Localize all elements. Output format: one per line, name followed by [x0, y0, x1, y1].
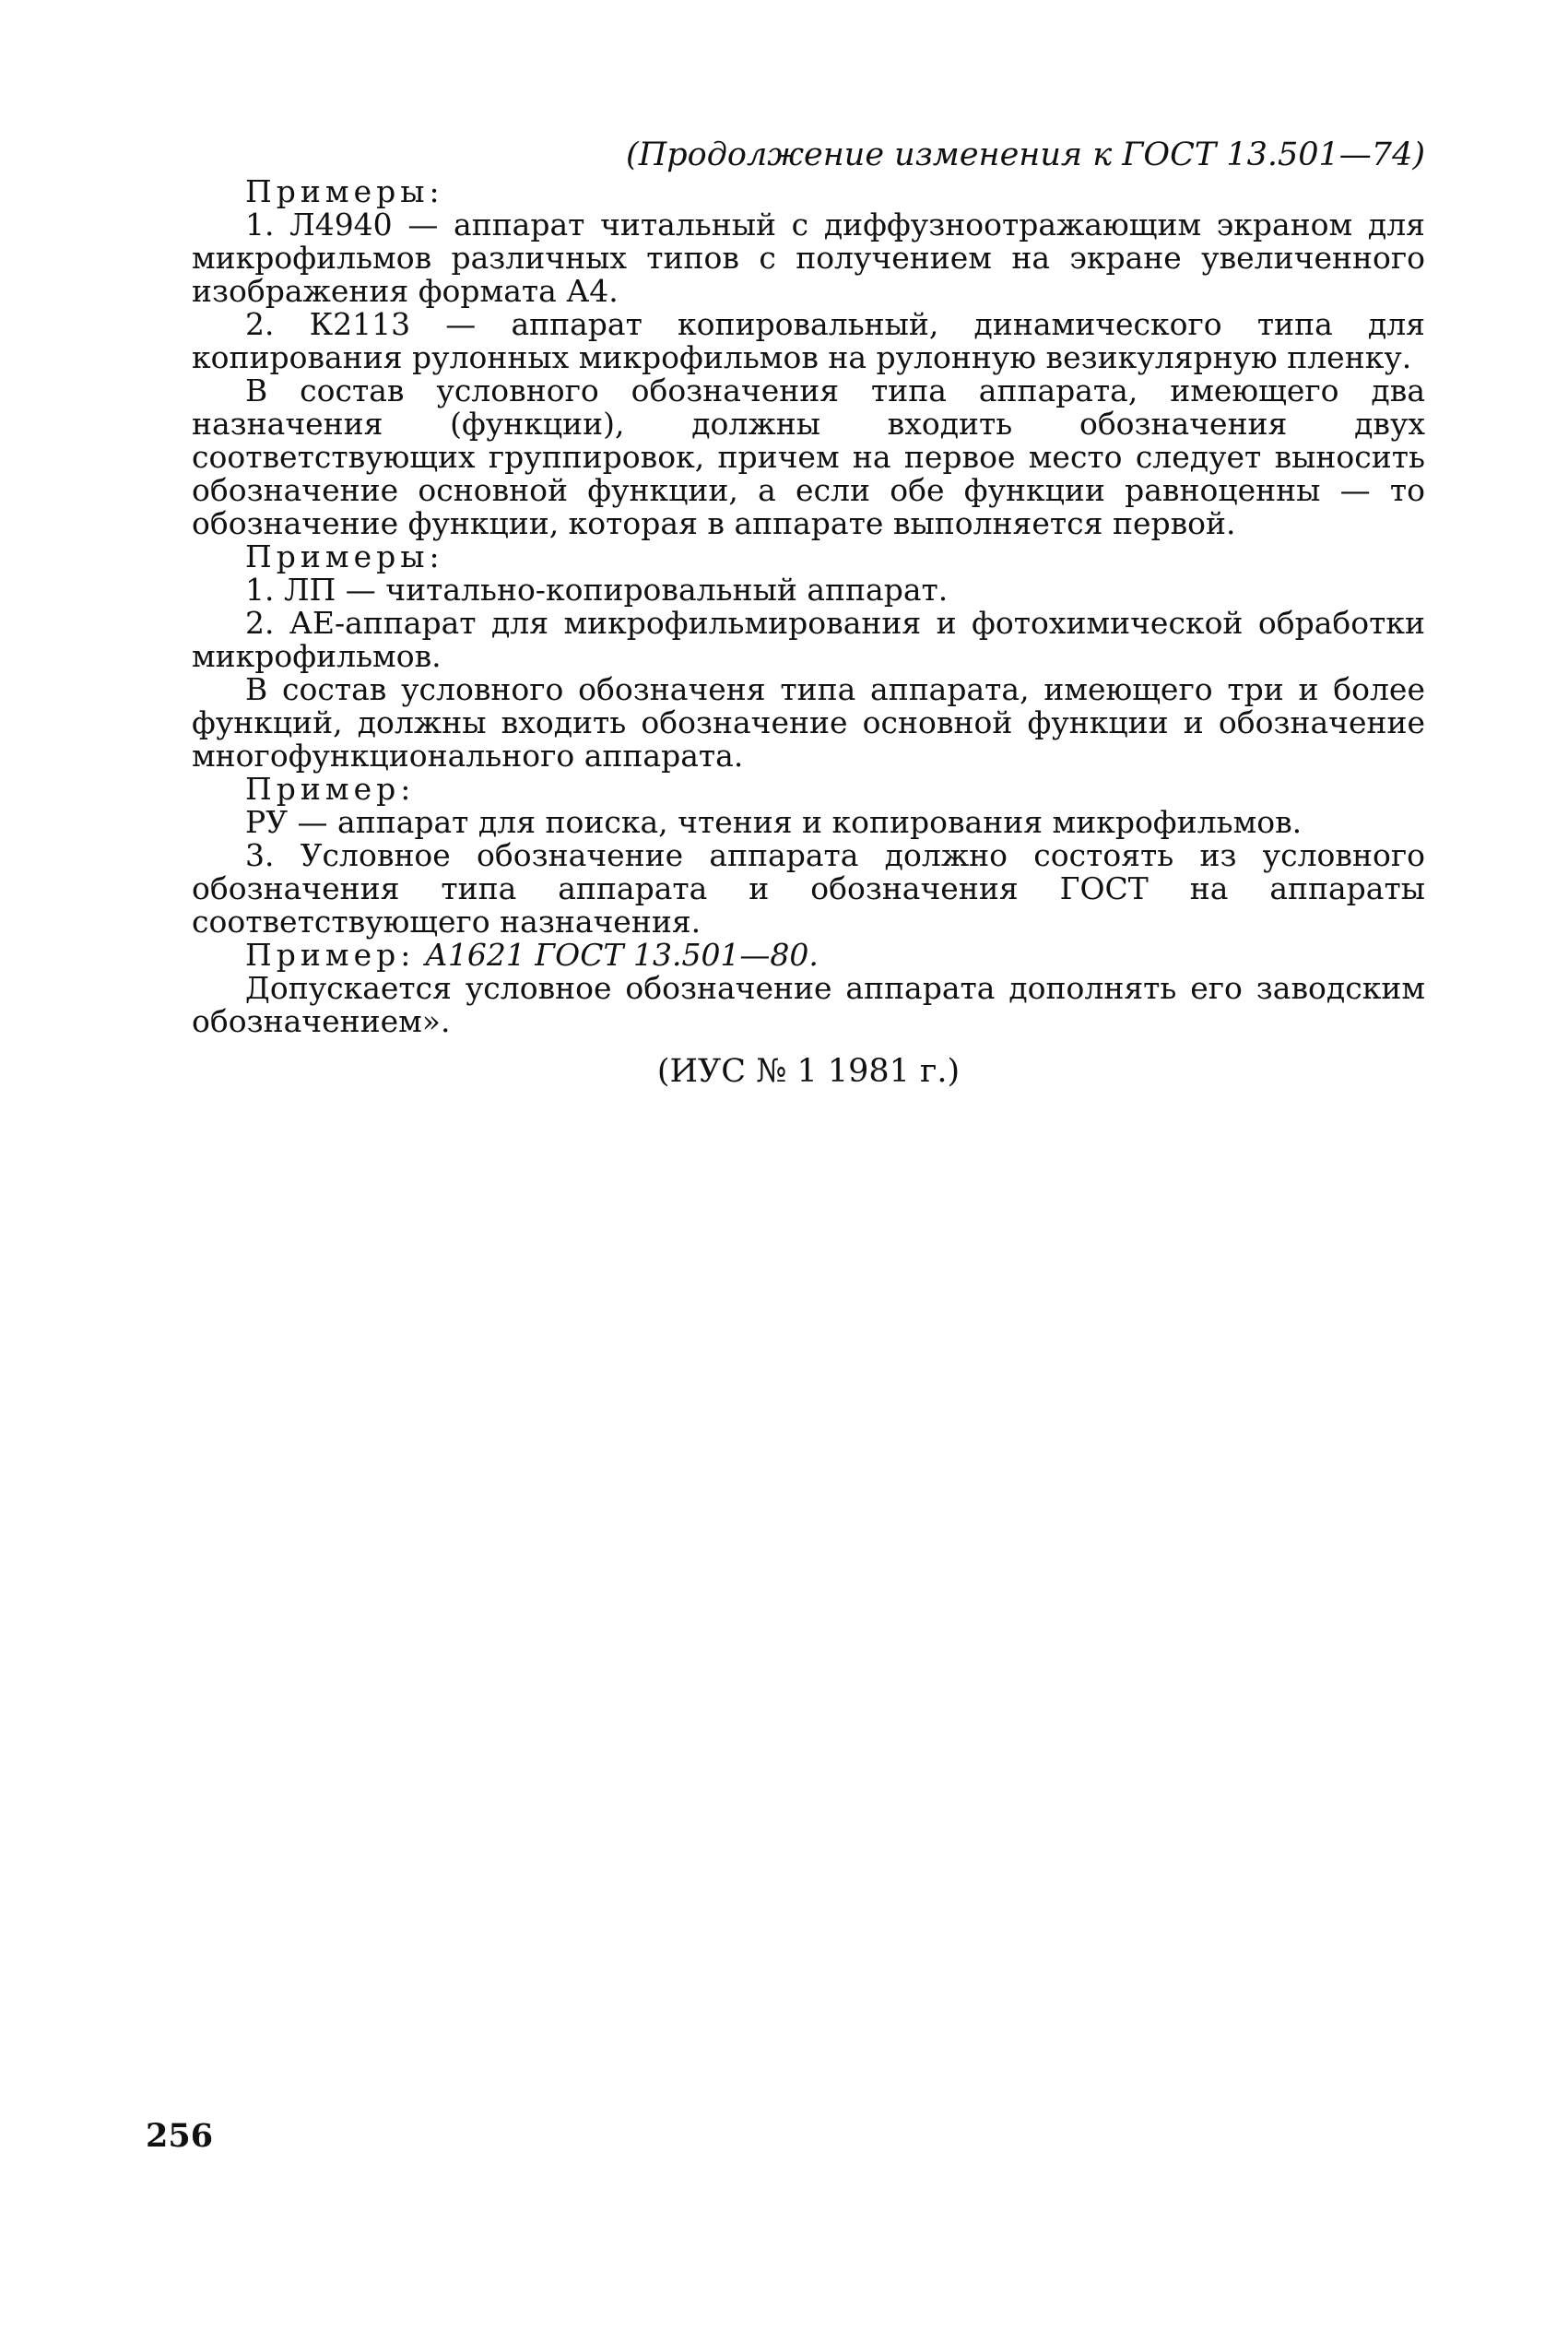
example-paragraph: 2. К2113 — аппарат копировальный, динамического типа для копирования рулонных микрофильмов на рулонную везикулярную пленку. — [192, 306, 1425, 375]
example-line — [192, 939, 1425, 972]
examples-label: Примеры: — [245, 538, 444, 574]
example-label: Пример: — [245, 771, 416, 807]
example-paragraph: РУ — аппарат для поиска, чтения и копирования микрофильмов. — [245, 804, 1303, 840]
body-paragraph: 3. Условное обозначение аппарата должно состоять из условного обозначения типа аппарата и обозначения ГОСТ на аппараты соответствующего назначения. — [192, 837, 1425, 940]
continuation-header: (Продолжение изменения к ГОСТ 13.501—74) — [626, 136, 1425, 173]
example-paragraph: 1. ЛП — читально-копировальный аппарат. — [245, 572, 949, 608]
body-paragraph: В состав условного обозначеня типа аппарата, имеющего три и более функций, должны входить обозначение основной функции и обозначение многофункционального аппарата. — [192, 671, 1425, 774]
body-paragraph: Допускается условное обозначение аппарата дополнять его заводским обозначением». — [192, 970, 1425, 1039]
example-label: Пример: — [245, 937, 416, 973]
page-number: 256 — [146, 2117, 214, 2155]
ius-reference: (ИУС № 1 1981 г.) — [656, 1053, 961, 1090]
example-paragraph: 2. АЕ-аппарат для микрофильмирования и фотохимической обработки микрофильмов. — [192, 605, 1425, 674]
body-paragraph: В состав условного обозначения типа аппарата, имеющего два назначения (функции), должны входить обозначения двух соответствующих группировок, причем на первое место следует выносить обозначение основной функции, а если обе функции равноценны — то обозначение функции, которая в аппарате выполняется первой. — [192, 373, 1425, 541]
text-block — [192, 136, 1425, 1090]
example-paragraph: 1. Л4940 — аппарат читальный с диффузноотражающим экраном для микрофильмов различных типов с получением на экране увеличенного изображения формата А4. — [192, 207, 1425, 309]
examples-label: Примеры: — [245, 173, 444, 209]
example-designation: А1621 ГОСТ 13.501—80. — [424, 937, 819, 973]
